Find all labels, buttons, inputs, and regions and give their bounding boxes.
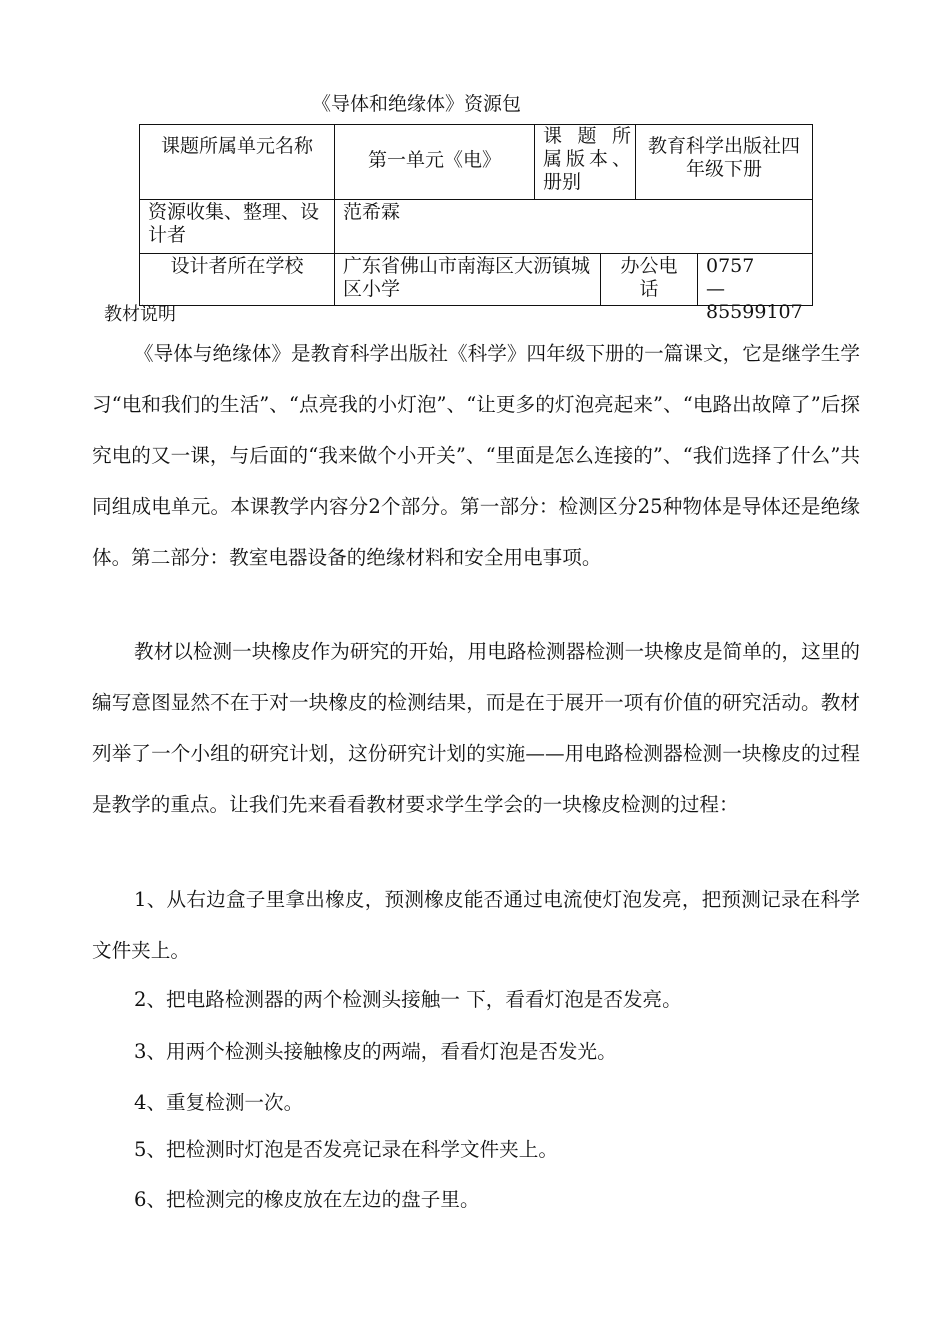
school-value: 广东省佛山市南海区大沥镇城区小学 — [343, 255, 591, 300]
phone-value-cell — [697, 253, 813, 323]
edition-value-cell — [635, 124, 813, 200]
designer-value: 范希霖 — [343, 201, 401, 223]
unit-value-cell — [334, 124, 535, 200]
step-6: 6、把检测完的橡皮放在左边的盘子里。 — [134, 1188, 480, 1211]
step-5: 5、把检测时灯泡是否发亮记录在科学文件夹上。 — [134, 1138, 558, 1161]
document-title: 《导体和绝缘体》资源包 — [312, 93, 522, 115]
designer-label: 资源收集、整理、设计者 — [148, 201, 320, 246]
phone-label: 办公电话 — [620, 255, 678, 300]
designer-value-cell — [334, 199, 813, 254]
phone-value: 0757 —85599107 — [706, 255, 803, 323]
school-value-cell — [334, 253, 601, 306]
paragraph-intro: 《导体与绝缘体》是教育科学出版社《科学》四年级下册的一篇课文，它是继学生学习“电和我们的生活”、“点亮我的小灯泡”、“让更多的灯泡亮起来”、“电路出故障了”后探究电的又一课，与后面的“我来做个小开关”、“里面是怎么连接的”、“我们选择了什么”共同组成电单元。本课教学内容分2个部分。第一部分：检测区分25种物体是导体还是绝缘体。第二部分：教室电器设备的绝缘材料和安全用电事项。 — [92, 342, 860, 569]
step-2: 2、把电路检测器的两个检测头接触一 下，看看灯泡是否发亮。 — [134, 988, 682, 1011]
edition-label-cell — [534, 124, 636, 200]
school-label: 设计者所在学校 — [170, 255, 304, 277]
step-1: 1、从右边盒子里拿出橡皮，预测橡皮能否通过电流使灯泡发亮，把预测记录在科学文件夹上。 — [92, 888, 860, 962]
section-heading: 教材说明 — [104, 304, 176, 325]
school-label-cell — [139, 253, 335, 306]
phone-label-cell — [600, 253, 698, 306]
step-4: 4、重复检测一次。 — [134, 1091, 304, 1114]
unit-value: 第一单元《电》 — [367, 149, 501, 171]
unit-label: 课题所属单元名称 — [160, 135, 313, 157]
edition-value: 教育科学出版社四年级下册 — [647, 135, 800, 180]
designer-label-cell — [139, 199, 335, 254]
paragraph-method: 教材以检测一块橡皮作为研究的开始，用电路检测器检测一块橡皮是简单的，这里的编写意图显然不在于对一块橡皮的检测结果，而是在于展开一项有价值的研究活动。教材列举了一个小组的研究计划，这份研究计划的实施——用电路检测器检测一块橡皮的过程是教学的重点。让我们先来看看教材要求学生学会的一块橡皮检测的过程： — [92, 640, 860, 816]
edition-label: 课 题 所属版本、册别 — [543, 125, 631, 193]
step-3: 3、用两个检测头接触橡皮的两端，看看灯泡是否发光。 — [134, 1040, 617, 1063]
unit-label-cell — [139, 124, 335, 200]
